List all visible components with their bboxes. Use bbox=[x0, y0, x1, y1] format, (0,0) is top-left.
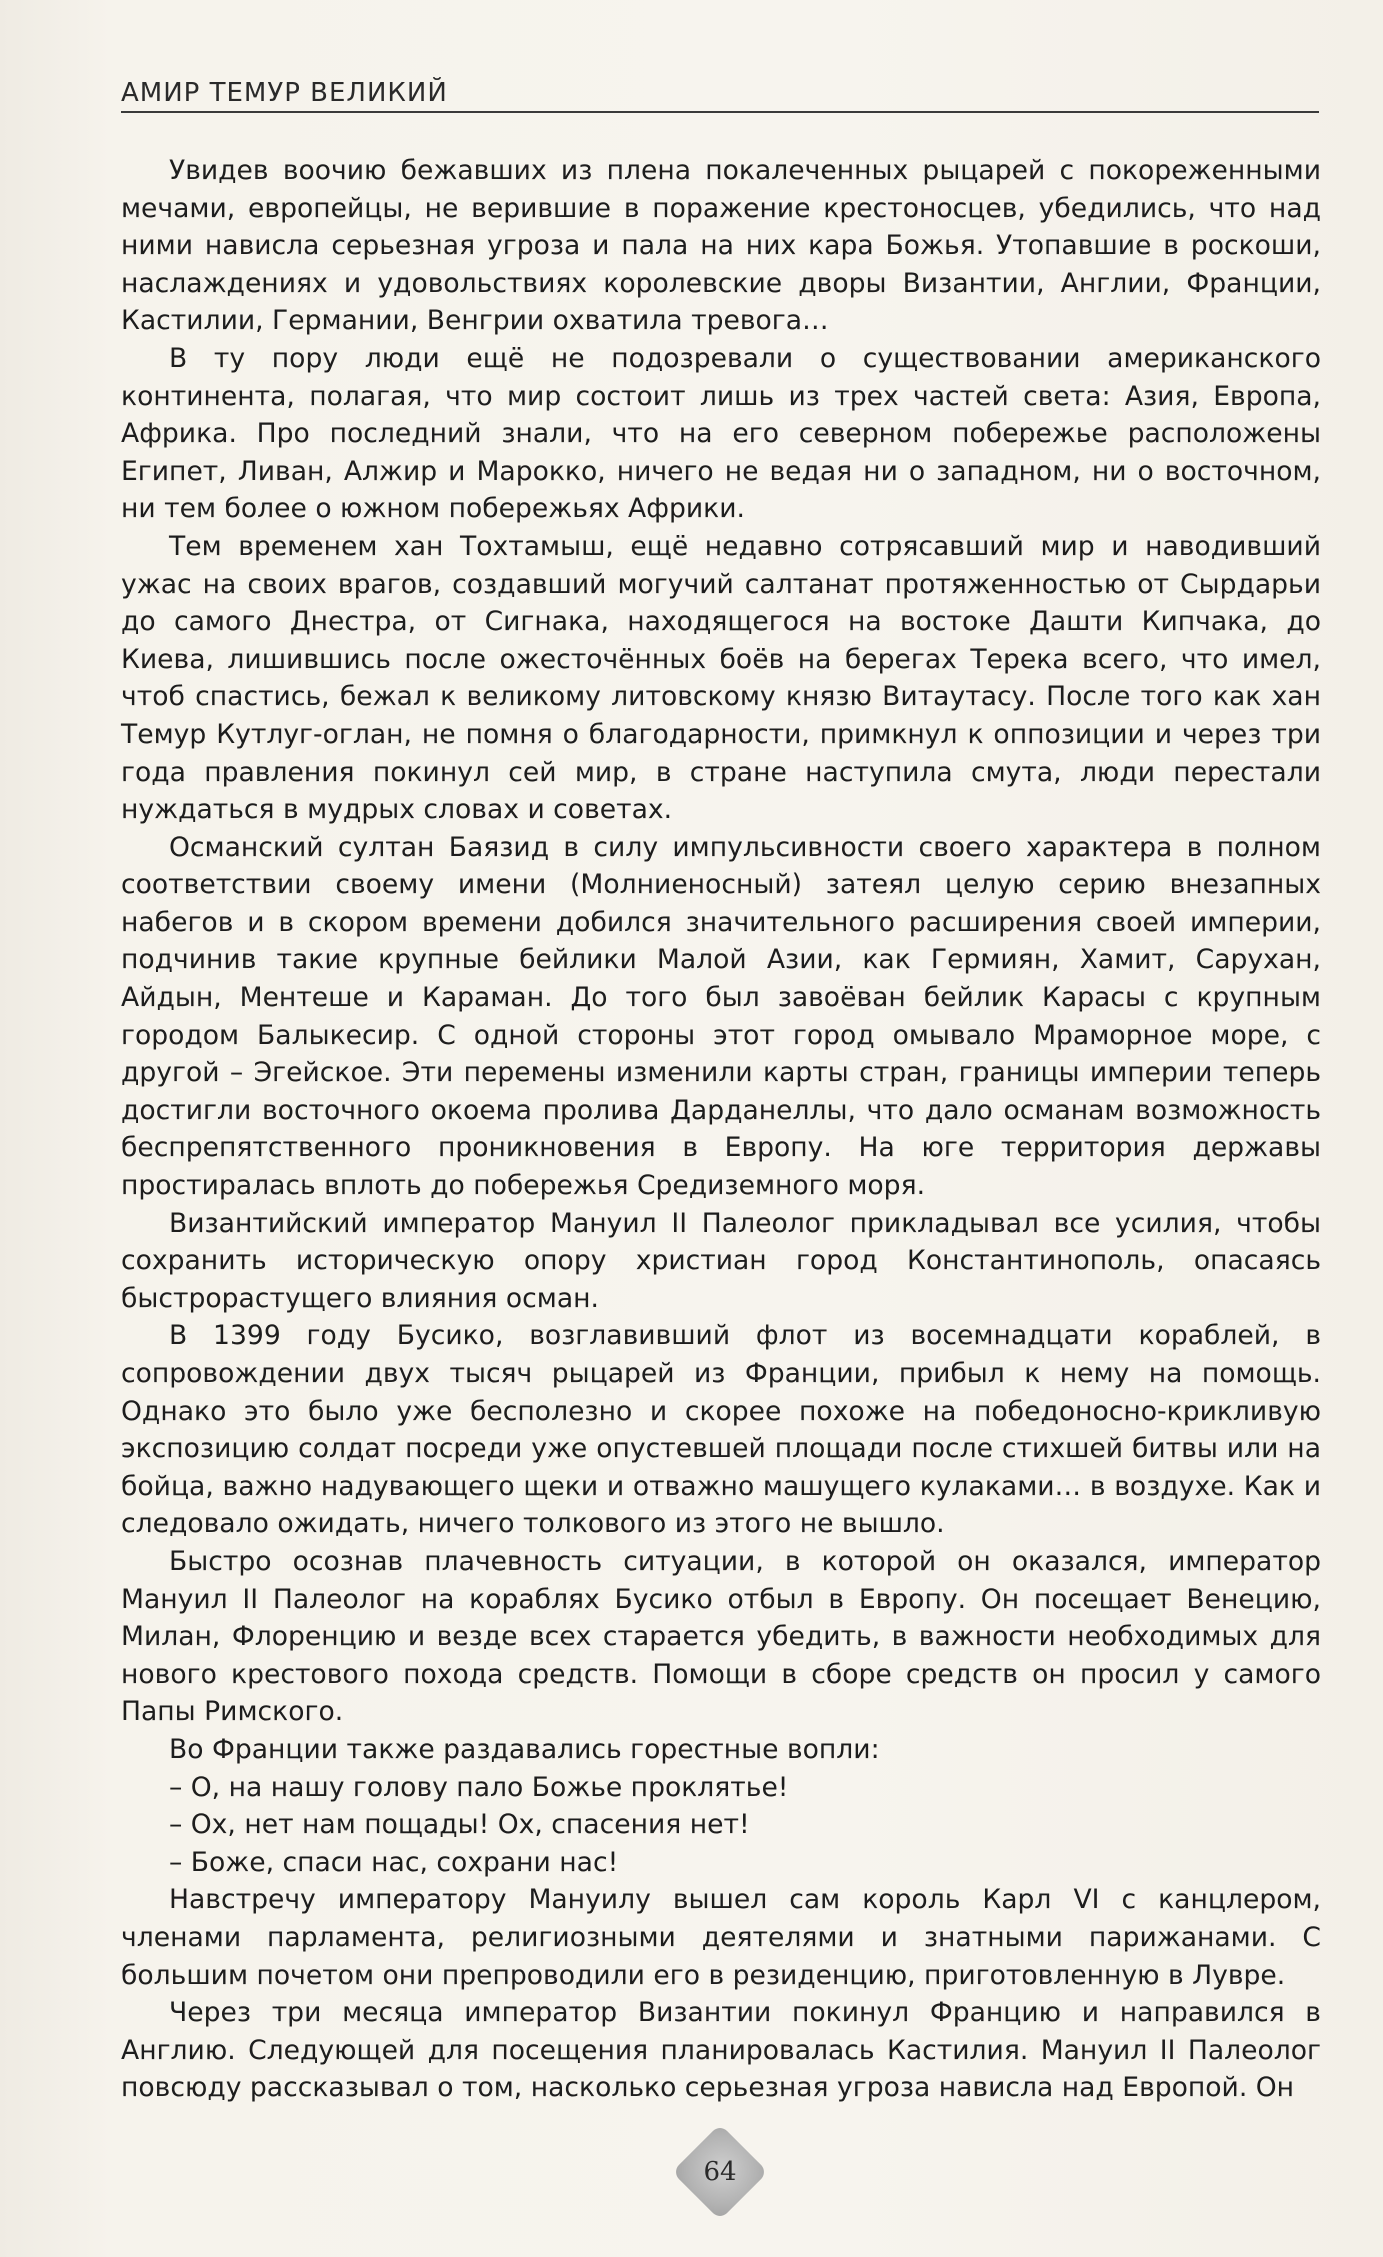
paragraph: Быстро осознав плачевность ситуации, в которой он оказался, император Мануил II Палеолог на кораблях Бусико отбыл в Европу. Он посещает Венецию, Милан, Флоренцию и везде всех старается убедить, в важности необходимых для нового крестового похода средств. Помощи в сборе средств он просил у самого Папы Римского. bbox=[121, 1545, 1321, 1728]
running-head: АМИР ТЕМУР ВЕЛИКИЙ bbox=[121, 78, 448, 108]
dialogue-line: – О, на нашу голову пало Божье проклятье! bbox=[169, 1771, 789, 1803]
dialogue-line: – Ох, нет нам пощады! Ох, спасения нет! bbox=[169, 1809, 750, 1841]
paragraph: В 1399 году Бусико, возглавивший флот из восемнадцати кораблей, в сопровождении двух тысяч рыцарей из Франции, прибыл к нему на помощь. Однако это было уже бесполезно и скорее похоже на победоносно-крикливую экспозицию солдат посреди уже опустевшей площади после стихшей битвы или на бойца, важно надувающего щеки и отважно машущего кулаками… в воздухе. Как и следовало ожидать, ничего толкового из этого не вышло. bbox=[121, 1320, 1321, 1540]
paragraph: Через три месяца император Византии покинул Францию и направился в Англию. Следующей для посещения планировалась Кастилия. Мануил II Палеолог повсюду рассказывал о том, насколько серьезная угроза нависла над Европой. Он bbox=[121, 1997, 1321, 2104]
body-text bbox=[121, 152, 1321, 2107]
paragraph: В ту пору люди ещё не подозревали о существовании американского континента, полагая, что мир состоит лишь из трех частей света: Азия, Европа, Африка. Про последний знали, что на его северном побережье расположены Египет, Ливан, Алжир и Марокко, ничего не ведая ни о западном, ни о восточном, ни тем более о южном побережьях Африки. bbox=[121, 342, 1321, 525]
paragraph: Увидев воочию бежавших из плена покалеченных рыцарей с покореженными мечами, европейцы, не верившие в поражение крестоносцев, убедились, что над ними нависла серьезная угроза и пала на них кара Божья. Утопавшие в роскоши, наслаждениях и удовольствиях королевские дворы Византии, Англии, Франции, Кастилии, Германии, Венгрии охватила тревога… bbox=[121, 155, 1321, 337]
page-number: 64 bbox=[703, 2157, 737, 2187]
paragraph: Византийский император Мануил II Палеолог прикладывал все усилия, чтобы сохранить историческую опору христиан город Константинополь, опасаясь быстрорастущего влияния осман. bbox=[121, 1207, 1321, 1314]
page-number-ornament bbox=[672, 2124, 768, 2220]
paragraph: Во Франции также раздавались горестные вопли: bbox=[169, 1733, 880, 1765]
dialogue-line: – Боже, спаси нас, сохрани нас! bbox=[169, 1846, 619, 1878]
paragraph: Османский султан Баязид в силу импульсивности своего характера в полном соответствии своему имени (Молниеносный) затеял целую серию внезапных набегов и в скором времени добился значительного расширения своей империи, подчинив такие крупные бейлики Малой Азии, как Гермиян, Хамит, Сарухан, Айдын, Ментеше и Караман. До того был завоёван бейлик Карасы с крупным городом Балыкесир. С одной стороны этот город омывало Мраморное море, с другой – Эгейское. Эти перемены изменили карты стран, границы империи теперь достигли восточного окоема пролива Дарданеллы, что дало османам возможность беспрепятственного проникновения в Европу. На юге территория державы простиралась вплоть до побережья Средиземного моря. bbox=[121, 831, 1321, 1202]
paragraph: Тем временем хан Тохтамыш, ещё недавно сотрясавший мир и наводивший ужас на своих врагов, создавший могучий салтанат протяженностью от Сырдарьи до самого Днестра, от Сигнака, находящегося на востоке Дашти Кипчака, до Киева, лишившись после ожесточённых боёв на берегах Терека всего, что имел, чтоб спастись, бежал к великому литовскому князю Витаутасу. После того как хан Темур Кутлуг-оглан, не помня о благодарности, примкнул к оппозиции и через три года правления покинул сей мир, в стране наступила смута, люди перестали нуждаться в мудрых словах и советах. bbox=[121, 530, 1321, 826]
header-rule bbox=[121, 111, 1319, 113]
paragraph: Навстречу императору Мануилу вышел сам король Карл VI с канцлером, членами парламента, религиозными деятелями и знатными парижанами. С большим почетом они препроводили его в резиденцию, приготовленную в Лувре. bbox=[121, 1884, 1321, 1991]
